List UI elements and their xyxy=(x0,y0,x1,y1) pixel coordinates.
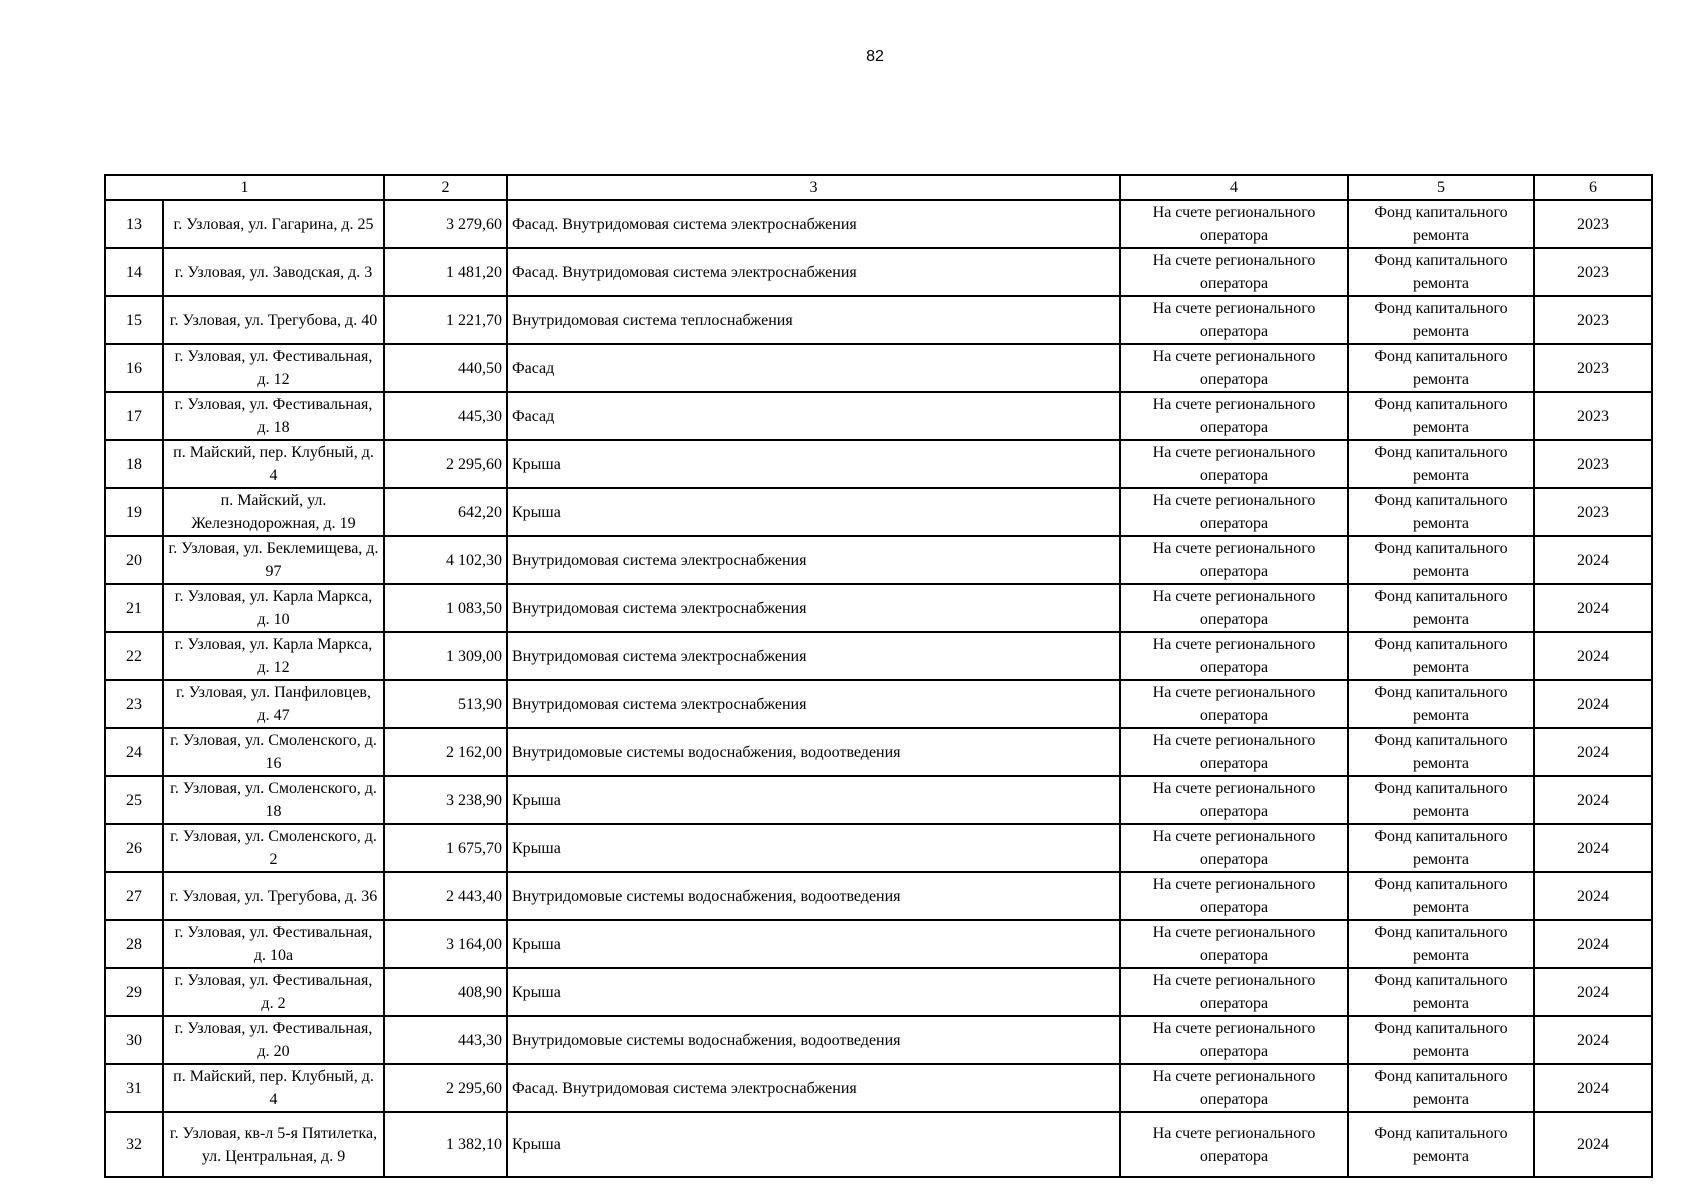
column-number-5: 5 xyxy=(1348,175,1534,200)
table-row xyxy=(105,872,1652,920)
fund-method-cell: На счете регионального оператора xyxy=(1120,248,1348,296)
table-row xyxy=(105,776,1652,824)
table-row xyxy=(105,248,1652,296)
works-cell: Внутридомовая система электроснабжения xyxy=(507,680,1120,728)
address-cell: г. Узловая, ул. Смоленского, д. 2 xyxy=(163,824,384,872)
area-cell: 408,90 xyxy=(384,968,507,1016)
area-cell: 1 382,10 xyxy=(384,1112,507,1177)
year-cell: 2023 xyxy=(1534,440,1652,488)
area-cell: 445,30 xyxy=(384,392,507,440)
address-cell: г. Узловая, ул. Фестивальная, д. 20 xyxy=(163,1016,384,1064)
funding-source-cell: Фонд капитального ремонта xyxy=(1348,1064,1534,1112)
area-cell: 2 295,60 xyxy=(384,1064,507,1112)
table-row xyxy=(105,920,1652,968)
funding-source-cell: Фонд капитального ремонта xyxy=(1348,392,1534,440)
table-row xyxy=(105,488,1652,536)
table-row xyxy=(105,968,1652,1016)
fund-method-cell: На счете регионального оператора xyxy=(1120,1112,1348,1177)
works-cell: Крыша xyxy=(507,920,1120,968)
column-number-2: 2 xyxy=(384,175,507,200)
table-row xyxy=(105,584,1652,632)
year-cell: 2024 xyxy=(1534,1064,1652,1112)
row-number-cell: 25 xyxy=(105,776,163,824)
funding-source-cell: Фонд капитального ремонта xyxy=(1348,824,1534,872)
row-number-cell: 13 xyxy=(105,200,163,248)
row-number-cell: 17 xyxy=(105,392,163,440)
address-cell: г. Узловая, ул. Карла Маркса, д. 12 xyxy=(163,632,384,680)
funding-source-cell: Фонд капитального ремонта xyxy=(1348,872,1534,920)
fund-method-cell: На счете регионального оператора xyxy=(1120,296,1348,344)
year-cell: 2024 xyxy=(1534,1016,1652,1064)
fund-method-cell: На счете регионального оператора xyxy=(1120,488,1348,536)
row-number-cell: 27 xyxy=(105,872,163,920)
works-cell: Внутридомовые системы водоснабжения, водоотведения xyxy=(507,1016,1120,1064)
funding-source-cell: Фонд капитального ремонта xyxy=(1348,968,1534,1016)
address-cell: п. Майский, ул. Железнодорожная, д. 19 xyxy=(163,488,384,536)
year-cell: 2024 xyxy=(1534,872,1652,920)
funding-source-cell: Фонд капитального ремонта xyxy=(1348,728,1534,776)
column-number-3: 3 xyxy=(507,175,1120,200)
funding-source-cell: Фонд капитального ремонта xyxy=(1348,584,1534,632)
address-cell: г. Узловая, ул. Заводская, д. 3 xyxy=(163,248,384,296)
area-cell: 443,30 xyxy=(384,1016,507,1064)
area-cell: 2 443,40 xyxy=(384,872,507,920)
fund-method-cell: На счете регионального оператора xyxy=(1120,392,1348,440)
row-number-cell: 15 xyxy=(105,296,163,344)
address-cell: г. Узловая, ул. Фестивальная, д. 12 xyxy=(163,344,384,392)
address-cell: г. Узловая, ул. Трегубова, д. 36 xyxy=(163,872,384,920)
funding-source-cell: Фонд капитального ремонта xyxy=(1348,536,1534,584)
fund-method-cell: На счете регионального оператора xyxy=(1120,824,1348,872)
table-row xyxy=(105,440,1652,488)
fund-method-cell: На счете регионального оператора xyxy=(1120,728,1348,776)
table-row xyxy=(105,296,1652,344)
column-number-6: 6 xyxy=(1534,175,1652,200)
row-number-cell: 22 xyxy=(105,632,163,680)
table-row xyxy=(105,680,1652,728)
address-cell: г. Узловая, ул. Фестивальная, д. 18 xyxy=(163,392,384,440)
works-cell: Фасад xyxy=(507,392,1120,440)
funding-source-cell: Фонд капитального ремонта xyxy=(1348,1016,1534,1064)
year-cell: 2024 xyxy=(1534,920,1652,968)
year-cell: 2024 xyxy=(1534,728,1652,776)
works-cell: Фасад. Внутридомовая система электроснабжения xyxy=(507,1064,1120,1112)
works-cell: Крыша xyxy=(507,440,1120,488)
table-row xyxy=(105,728,1652,776)
year-cell: 2024 xyxy=(1534,680,1652,728)
year-cell: 2024 xyxy=(1534,584,1652,632)
table-row xyxy=(105,824,1652,872)
fund-method-cell: На счете регионального оператора xyxy=(1120,1064,1348,1112)
address-cell: г. Узловая, ул. Фестивальная, д. 10а xyxy=(163,920,384,968)
area-cell: 440,50 xyxy=(384,344,507,392)
row-number-cell: 30 xyxy=(105,1016,163,1064)
year-cell: 2023 xyxy=(1534,392,1652,440)
area-cell: 3 238,90 xyxy=(384,776,507,824)
works-cell: Внутридомовая система электроснабжения xyxy=(507,536,1120,584)
funding-source-cell: Фонд капитального ремонта xyxy=(1348,680,1534,728)
address-cell: г. Узловая, ул. Смоленского, д. 16 xyxy=(163,728,384,776)
funding-source-cell: Фонд капитального ремонта xyxy=(1348,920,1534,968)
works-cell: Крыша xyxy=(507,776,1120,824)
address-cell: п. Майский, пер. Клубный, д. 4 xyxy=(163,440,384,488)
funding-source-cell: Фонд капитального ремонта xyxy=(1348,1112,1534,1177)
year-cell: 2024 xyxy=(1534,536,1652,584)
area-cell: 3 279,60 xyxy=(384,200,507,248)
address-cell: г. Узловая, ул. Панфиловцев, д. 47 xyxy=(163,680,384,728)
row-number-cell: 18 xyxy=(105,440,163,488)
row-number-cell: 31 xyxy=(105,1064,163,1112)
row-number-cell: 26 xyxy=(105,824,163,872)
works-cell: Крыша xyxy=(507,824,1120,872)
fund-method-cell: На счете регионального оператора xyxy=(1120,968,1348,1016)
area-cell: 642,20 xyxy=(384,488,507,536)
works-cell: Крыша xyxy=(507,488,1120,536)
year-cell: 2024 xyxy=(1534,824,1652,872)
table-body xyxy=(105,175,1652,1177)
year-cell: 2024 xyxy=(1534,968,1652,1016)
fund-method-cell: На счете регионального оператора xyxy=(1120,632,1348,680)
row-number-cell: 20 xyxy=(105,536,163,584)
fund-method-cell: На счете регионального оператора xyxy=(1120,440,1348,488)
year-cell: 2023 xyxy=(1534,248,1652,296)
year-cell: 2023 xyxy=(1534,296,1652,344)
fund-method-cell: На счете регионального оператора xyxy=(1120,536,1348,584)
works-cell: Внутридомовые системы водоснабжения, водоотведения xyxy=(507,728,1120,776)
table-row xyxy=(105,200,1652,248)
works-cell: Фасад. Внутридомовая система электроснабжения xyxy=(507,248,1120,296)
funding-source-cell: Фонд капитального ремонта xyxy=(1348,344,1534,392)
area-cell: 4 102,30 xyxy=(384,536,507,584)
works-cell: Внутридомовые системы водоснабжения, водоотведения xyxy=(507,872,1120,920)
area-cell: 1 481,20 xyxy=(384,248,507,296)
fund-method-cell: На счете регионального оператора xyxy=(1120,776,1348,824)
fund-method-cell: На счете регионального оператора xyxy=(1120,584,1348,632)
area-cell: 1 083,50 xyxy=(384,584,507,632)
table-row xyxy=(105,1112,1652,1177)
column-number-4: 4 xyxy=(1120,175,1348,200)
row-number-cell: 23 xyxy=(105,680,163,728)
area-cell: 1 221,70 xyxy=(384,296,507,344)
works-cell: Крыша xyxy=(507,1112,1120,1177)
address-cell: г. Узловая, ул. Беклемищева, д. 97 xyxy=(163,536,384,584)
fund-method-cell: На счете регионального оператора xyxy=(1120,680,1348,728)
works-cell: Внутридомовая система теплоснабжения xyxy=(507,296,1120,344)
area-cell: 2 162,00 xyxy=(384,728,507,776)
year-cell: 2023 xyxy=(1534,200,1652,248)
address-cell: г. Узловая, кв-л 5-я Пятилетка, ул. Центральная, д. 9 xyxy=(163,1112,384,1177)
fund-method-cell: На счете регионального оператора xyxy=(1120,1016,1348,1064)
funding-source-cell: Фонд капитального ремонта xyxy=(1348,632,1534,680)
year-cell: 2023 xyxy=(1534,488,1652,536)
row-number-cell: 28 xyxy=(105,920,163,968)
address-cell: г. Узловая, ул. Гагарина, д. 25 xyxy=(163,200,384,248)
funding-source-cell: Фонд капитального ремонта xyxy=(1348,440,1534,488)
area-cell: 2 295,60 xyxy=(384,440,507,488)
address-cell: г. Узловая, ул. Фестивальная, д. 2 xyxy=(163,968,384,1016)
row-number-cell: 21 xyxy=(105,584,163,632)
fund-method-cell: На счете регионального оператора xyxy=(1120,200,1348,248)
works-cell: Внутридомовая система электроснабжения xyxy=(507,632,1120,680)
funding-source-cell: Фонд капитального ремонта xyxy=(1348,296,1534,344)
row-number-cell: 19 xyxy=(105,488,163,536)
works-cell: Фасад. Внутридомовая система электроснабжения xyxy=(507,200,1120,248)
column-number-1: 1 xyxy=(105,175,384,200)
row-number-cell: 24 xyxy=(105,728,163,776)
fund-method-cell: На счете регионального оператора xyxy=(1120,344,1348,392)
works-cell: Фасад xyxy=(507,344,1120,392)
fund-method-cell: На счете регионального оператора xyxy=(1120,872,1348,920)
table-row xyxy=(105,1064,1652,1112)
row-number-cell: 29 xyxy=(105,968,163,1016)
year-cell: 2024 xyxy=(1534,632,1652,680)
works-cell: Крыша xyxy=(507,968,1120,1016)
funding-source-cell: Фонд капитального ремонта xyxy=(1348,776,1534,824)
year-cell: 2024 xyxy=(1534,776,1652,824)
row-number-cell: 32 xyxy=(105,1112,163,1177)
fund-method-cell: На счете регионального оператора xyxy=(1120,920,1348,968)
area-cell: 1 675,70 xyxy=(384,824,507,872)
table-row xyxy=(105,632,1652,680)
address-cell: г. Узловая, ул. Трегубова, д. 40 xyxy=(163,296,384,344)
repair-program-table xyxy=(104,174,1653,1178)
funding-source-cell: Фонд капитального ремонта xyxy=(1348,488,1534,536)
funding-source-cell: Фонд капитального ремонта xyxy=(1348,248,1534,296)
row-number-cell: 16 xyxy=(105,344,163,392)
table-row xyxy=(105,536,1652,584)
address-cell: п. Майский, пер. Клубный, д. 4 xyxy=(163,1064,384,1112)
address-cell: г. Узловая, ул. Смоленского, д. 18 xyxy=(163,776,384,824)
column-number-row xyxy=(105,175,1652,200)
area-cell: 513,90 xyxy=(384,680,507,728)
year-cell: 2024 xyxy=(1534,1112,1652,1177)
table-row xyxy=(105,344,1652,392)
area-cell: 1 309,00 xyxy=(384,632,507,680)
address-cell: г. Узловая, ул. Карла Маркса, д. 10 xyxy=(163,584,384,632)
works-cell: Внутридомовая система электроснабжения xyxy=(507,584,1120,632)
area-cell: 3 164,00 xyxy=(384,920,507,968)
table-row xyxy=(105,1016,1652,1064)
table-row xyxy=(105,392,1652,440)
row-number-cell: 14 xyxy=(105,248,163,296)
funding-source-cell: Фонд капитального ремонта xyxy=(1348,200,1534,248)
page-number: 82 xyxy=(866,48,884,65)
year-cell: 2023 xyxy=(1534,344,1652,392)
